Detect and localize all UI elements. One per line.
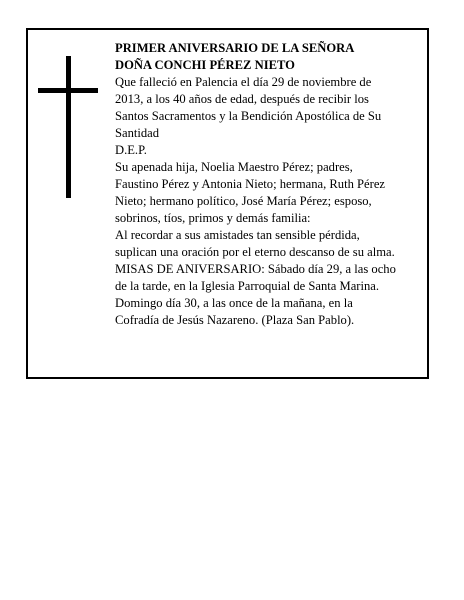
notice-body-line: Santidad [115, 126, 160, 140]
cross-horizontal-bar [38, 88, 98, 93]
notice-body-line: Su apenada hija, Noelia Maestro Pérez; padres, [115, 160, 353, 174]
notice-body-line: Que falleció en Palencia el día 29 de noviembre de [115, 75, 372, 89]
notice-body-line: de la tarde, en la Iglesia Parroquial de Santa Marina. [115, 279, 380, 293]
notice-body-line: Al recordar a sus amistades tan sensible pérdida, [115, 228, 360, 242]
notice-body-line: Nieto; hermano político, José María Pérez; esposo, [115, 194, 372, 208]
notice-body-line: Domingo día 30, a las once de la mañana, en la [115, 296, 353, 310]
notice-dep-line: D.E.P. [115, 143, 147, 157]
cross-icon [38, 56, 98, 198]
notice-text [115, 40, 421, 329]
notice-masses-line: MISAS DE ANIVERSARIO: Sábado día 29, a las ocho [115, 262, 396, 276]
notice-body-line: Santos Sacramentos y la Bendición Apostólica de Su [115, 109, 382, 123]
notice-body-line: 2013, a los 40 años de edad, después de recibir los [115, 92, 369, 106]
cross-vertical-bar [66, 56, 71, 198]
notice-body-line: Cofradía de Jesús Nazareno. (Plaza San Pablo). [115, 313, 355, 327]
notice-body-line: sobrinos, tíos, primos y demás familia: [115, 211, 311, 225]
notice-body-line: Faustino Pérez y Antonia Nieto; hermana, Ruth Pérez [115, 177, 386, 191]
obituary-notice [26, 28, 429, 379]
notice-heading-line-1: PRIMER ANIVERSARIO DE LA SEÑORA [115, 41, 355, 55]
notice-heading-line-2: DOÑA CONCHI PÉREZ NIETO [115, 58, 295, 72]
notice-body-line: suplican una oración por el eterno descanso de su alma. [115, 245, 395, 259]
